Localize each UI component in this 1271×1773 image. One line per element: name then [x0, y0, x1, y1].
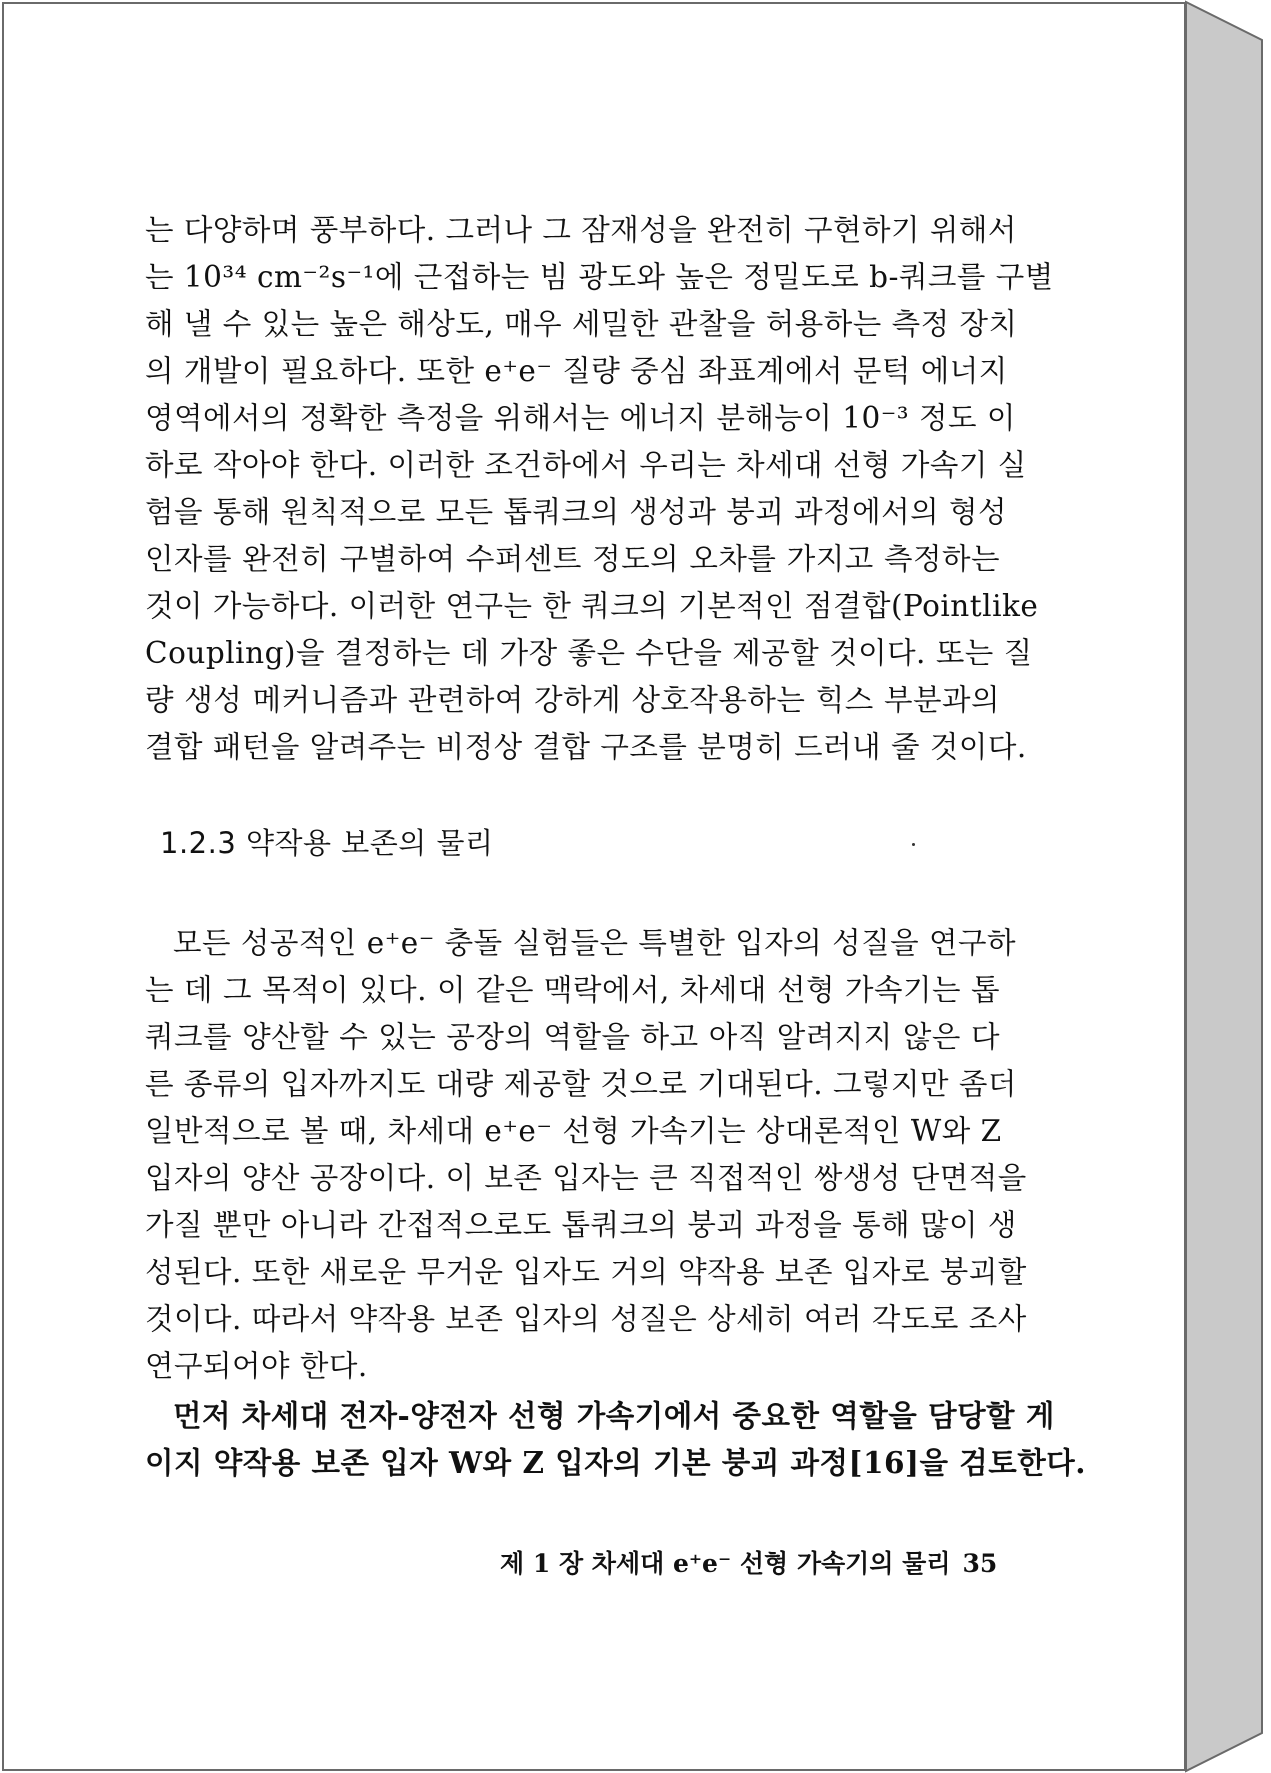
text-line: 연구되어야 한다. — [145, 1349, 368, 1383]
section-heading: 1.2.3 약작용 보존의 물리 — [160, 826, 494, 860]
text-line: 입자의 양산 공장이다. 이 보존 입자는 큰 직접적인 쌍생성 단면적을 — [145, 1161, 1027, 1195]
text-line: 일반적으로 볼 때, 차세대 e⁺e⁻ 선형 가속기는 상대론적인 W와 Z — [145, 1114, 1002, 1148]
text-line: 이지 약작용 보존 입자 W와 Z 입자의 기본 붕괴 과정[16]을 검토한다. — [145, 1445, 1087, 1480]
text-line: 결합 패턴을 알려주는 비정상 결합 구조를 분명히 드러내 줄 것이다. — [145, 730, 1027, 764]
text-line: 인자를 완전히 구별하여 수퍼센트 정도의 오차를 가지고 측정하는 — [145, 542, 1000, 576]
text-line: 는 다양하며 풍부하다. 그러나 그 잠재성을 완전히 구현하기 위해서 — [145, 213, 1017, 247]
text-line: 성된다. 또한 새로운 무거운 입자도 거의 약작용 보존 입자로 붕괴할 — [145, 1255, 1027, 1289]
text-line: 가질 뿐만 아니라 간접적으로도 톱쿼크의 붕괴 과정을 통해 많이 생 — [145, 1208, 1017, 1242]
text-line: Coupling)을 결정하는 데 가장 좋은 수단을 제공할 것이다. 또는 질 — [145, 636, 1033, 670]
paragraph-1 — [145, 207, 1054, 771]
text-line: 량 생성 메커니즘과 관련하여 강하게 상호작용하는 힉스 부분과의 — [145, 683, 1000, 717]
text-line: 쿼크를 양산할 수 있는 공장의 역할을 하고 아직 알려지지 않은 다 — [145, 1020, 1000, 1054]
text-line-indented — [145, 920, 1017, 967]
paragraph-2 — [145, 920, 1027, 1390]
text-line: 의 개발이 필요하다. 또한 e⁺e⁻ 질량 중심 좌표계에서 문턱 에너지 — [145, 354, 1008, 388]
speck — [912, 843, 915, 846]
page-footer — [500, 1546, 998, 1582]
text-line: 는 데 그 목적이 있다. 이 같은 맥락에서, 차세대 선형 가속기는 톱 — [145, 973, 1000, 1007]
page-number: 35 — [962, 1549, 998, 1578]
text-line: 모든 성공적인 e⁺e⁻ 충돌 실험들은 특별한 입자의 성질을 연구하 — [173, 926, 1017, 960]
text-line: 것이 가능하다. 이러한 연구는 한 쿼크의 기본적인 점결합(Pointlike — [145, 589, 1039, 623]
text-line: 른 종류의 입자까지도 대량 제공할 것으로 기대된다. 그렇지만 좀더 — [145, 1067, 1017, 1101]
text-line-indented — [145, 1392, 1055, 1439]
paragraph-3 — [145, 1392, 1087, 1486]
text-line: 영역에서의 정확한 측정을 위해서는 에너지 분해능이 10⁻³ 정도 이 — [145, 401, 1016, 435]
text-line: 는 10³⁴ cm⁻²s⁻¹에 근접하는 빔 광도와 높은 정밀도로 b-쿼크를 구별 — [145, 260, 1054, 294]
text-line: 해 낼 수 있는 높은 해상도, 매우 세밀한 관찰을 허용하는 측정 장치 — [145, 307, 1018, 341]
text-line: 험을 통해 원칙적으로 모든 톱쿼크의 생성과 붕괴 과정에서의 형성 — [145, 495, 1007, 529]
text-line: 먼저 차세대 전자-양전자 선형 가속기에서 중요한 역할을 담당할 게 — [173, 1398, 1055, 1433]
text-line: 것이다. 따라서 약작용 보존 입자의 성질은 상세히 여러 각도로 조사 — [145, 1302, 1027, 1336]
text-line: 하로 작아야 한다. 이러한 조건하에서 우리는 차세대 선형 가속기 실 — [145, 448, 1027, 482]
chapter-title: 제 1 장 차세대 e⁺e⁻ 선형 가속기의 물리 — [500, 1549, 951, 1578]
